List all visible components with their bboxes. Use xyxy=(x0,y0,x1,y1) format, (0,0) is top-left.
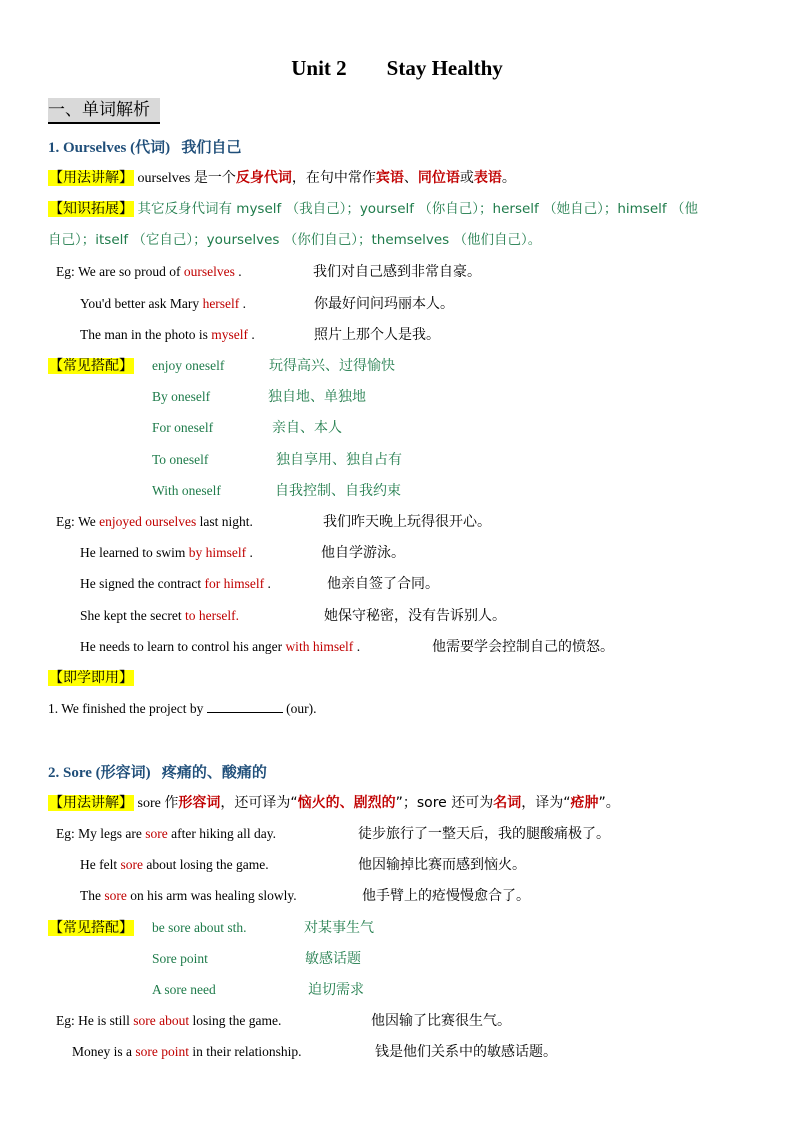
example-row xyxy=(56,824,276,844)
example-highlight: for himself xyxy=(204,576,265,591)
word2-heading xyxy=(48,762,267,783)
eg-label: Eg: xyxy=(56,826,75,841)
collocation-tag-label: 【常见搭配】 xyxy=(49,920,133,936)
example-text: on his arm was healing slowly. xyxy=(126,888,297,903)
example-row xyxy=(80,294,246,314)
word2-usage xyxy=(48,793,620,814)
usage-text: ，还可译为“ xyxy=(220,795,298,811)
usage-tag: 【用法讲解】 xyxy=(49,795,133,811)
example-text: He learned to swim xyxy=(80,545,189,560)
example-translation: 他亲自签了合同。 xyxy=(327,576,439,592)
collocation-en: With oneself xyxy=(152,483,221,498)
example-text: . xyxy=(246,545,253,560)
example-highlight: myself xyxy=(211,327,248,342)
collocation-cn: 独自地、单独地 xyxy=(268,389,366,405)
usage-word: sore xyxy=(137,796,165,811)
example-translation: 照片上那个人是我。 xyxy=(314,327,440,343)
practice-text: 1. We finished the project by xyxy=(48,701,207,716)
extension-line-2: 自己）；itself （它自己）；yourselves （你们自己）；themselves （他们自己）。 xyxy=(48,232,542,248)
example-text: . xyxy=(239,296,247,311)
example-row xyxy=(80,543,253,563)
example-translation: 他因输掉比赛而感到恼火。 xyxy=(358,857,526,873)
example-translation: 她保守秘密，没有告诉别人。 xyxy=(324,608,506,624)
usage-highlight: 表语 xyxy=(473,170,502,186)
example-text: in their relationship. xyxy=(189,1044,302,1059)
example-row xyxy=(80,637,360,657)
usage-text: 作 xyxy=(164,795,179,811)
usage-word: ourselves xyxy=(137,171,194,186)
example-highlight: sore xyxy=(145,826,168,841)
word2-heading-cn: 疼痛的、酸痛的 xyxy=(161,763,267,781)
word1-heading-cn: 我们自己 xyxy=(181,138,242,156)
example-translation: 他手臂上的疮慢慢愈合了。 xyxy=(362,888,530,904)
example-translation: 他自学游泳。 xyxy=(321,545,405,561)
usage-text: 或 xyxy=(459,170,474,186)
collocation-cn: 玩得高兴、过得愉快 xyxy=(269,358,395,374)
example-text: after hiking all day. xyxy=(167,826,276,841)
practice-tag-label: 【即学即用】 xyxy=(49,670,133,686)
usage-highlight: 名词 xyxy=(493,795,522,811)
example-highlight: sore about xyxy=(133,1013,190,1028)
usage-text: 、 xyxy=(403,170,418,186)
example-row xyxy=(80,886,297,906)
usage-highlight: 形容词 xyxy=(178,795,221,811)
example-text: The man in the photo is xyxy=(80,327,212,342)
collocation-cn: 对某事生气 xyxy=(304,920,374,936)
example-text: We xyxy=(78,514,100,529)
example-row xyxy=(80,325,255,345)
example-text: . xyxy=(264,576,271,591)
collocation-cn: 迫切需求 xyxy=(308,982,364,998)
example-text: She kept the secret xyxy=(80,608,185,623)
usage-highlight: 反身代词 xyxy=(235,170,292,186)
example-highlight: herself xyxy=(202,296,240,311)
example-text: We are so proud of xyxy=(78,264,184,279)
collocation-en: For oneself xyxy=(152,420,214,435)
example-translation: 他需要学会控制自己的愤怒。 xyxy=(432,639,614,655)
collocation-cn: 敏感话题 xyxy=(305,951,361,967)
usage-highlight: 恼火的、剧烈的 xyxy=(297,795,396,811)
usage-highlight: 宾语 xyxy=(375,170,404,186)
answer-blank[interactable] xyxy=(207,700,283,713)
eg-label: Eg: xyxy=(56,264,75,279)
example-text: losing the game. xyxy=(189,1013,282,1028)
example-row xyxy=(80,574,271,594)
example-highlight: by himself xyxy=(188,545,247,560)
page-title xyxy=(0,56,794,81)
collocation-en: be sore about sth. xyxy=(152,920,247,935)
collocation-tag xyxy=(48,918,134,939)
example-text: He is still xyxy=(78,1013,134,1028)
collocation-cn: 独自享用、独自占有 xyxy=(276,452,402,468)
example-translation: 我们对自己感到非常自豪。 xyxy=(313,264,481,280)
usage-text: 是一个 xyxy=(193,170,236,186)
word2-heading-en: 2. Sore (形容词) xyxy=(48,765,151,781)
usage-highlight: 同位语 xyxy=(417,170,460,186)
example-translation: 徒步旅行了一整天后，我的腿酸痛极了。 xyxy=(358,826,610,842)
collocation-en: A sore need xyxy=(152,982,216,997)
example-highlight: sore xyxy=(104,888,127,903)
eg-label: Eg: xyxy=(56,514,75,529)
example-row xyxy=(80,606,239,626)
word1-usage xyxy=(48,168,516,189)
example-text: Money is a xyxy=(72,1044,136,1059)
example-row xyxy=(80,855,269,875)
example-translation: 他因输了比赛很生气。 xyxy=(371,1013,511,1029)
usage-text: ，在句中常作 xyxy=(291,170,376,186)
collocation-en: Sore point xyxy=(152,951,208,966)
collocation-cn: 亲自、本人 xyxy=(272,420,342,436)
unit-number: Unit 2 xyxy=(291,56,347,80)
example-highlight: with himself xyxy=(285,639,354,654)
example-text: . xyxy=(234,264,242,279)
example-highlight: ourselves xyxy=(183,264,235,279)
section-heading: 一、单词解析 xyxy=(48,98,160,124)
example-highlight: sore xyxy=(120,857,143,872)
usage-text: ”。 xyxy=(598,795,620,811)
example-translation: 我们昨天晚上玩得很开心。 xyxy=(323,514,491,530)
example-row xyxy=(72,1042,301,1062)
example-translation: 钱是他们关系中的敏感话题。 xyxy=(375,1044,557,1060)
word1-extension xyxy=(48,199,698,220)
practice-tag xyxy=(48,668,134,689)
practice-text: (our). xyxy=(282,701,317,716)
example-text: . xyxy=(353,639,361,654)
extension-tag: 【知识拓展】 xyxy=(49,201,133,217)
usage-text: ，译为“ xyxy=(521,795,571,811)
example-highlight: to herself. xyxy=(184,608,239,623)
example-translation: 你最好问问玛丽本人。 xyxy=(314,296,454,312)
example-text: You'd better ask Mary xyxy=(80,296,203,311)
word1-heading xyxy=(48,137,241,158)
example-text: The xyxy=(80,888,105,903)
example-row xyxy=(56,512,253,532)
practice-question xyxy=(48,699,317,719)
collocation-tag xyxy=(48,356,134,377)
collocation-en: To oneself xyxy=(152,452,209,467)
collocation-cn: 自我控制、自我约束 xyxy=(275,483,401,499)
example-text: He needs to learn to control his anger xyxy=(80,639,286,654)
example-text: . xyxy=(247,327,255,342)
eg-label: Eg: xyxy=(56,1013,75,1028)
example-row xyxy=(56,262,242,282)
example-text: last night. xyxy=(196,514,253,529)
example-highlight: enjoyed ourselves xyxy=(99,514,197,529)
collocation-en: enjoy oneself xyxy=(152,358,225,373)
usage-text: 。 xyxy=(501,170,516,186)
example-text: My legs are xyxy=(78,826,146,841)
example-text: He felt xyxy=(80,857,121,872)
example-row xyxy=(56,1011,281,1031)
example-highlight: sore point xyxy=(135,1044,189,1059)
example-text: about losing the game. xyxy=(142,857,269,872)
example-text: He signed the contract xyxy=(80,576,205,591)
unit-name: Stay Healthy xyxy=(386,56,503,80)
usage-text: ”；sore 还可为 xyxy=(395,795,494,811)
extension-line-1: 其它反身代词有 myself （我自己）；yourself （你自己）；herself （她自己）；himself （他 xyxy=(137,201,698,217)
word1-heading-en: 1. Ourselves (代词) xyxy=(48,140,171,156)
collocation-tag-label: 【常见搭配】 xyxy=(49,358,133,374)
usage-tag: 【用法讲解】 xyxy=(49,170,133,186)
collocation-en: By oneself xyxy=(152,389,211,404)
usage-highlight: 疮肿 xyxy=(570,795,599,811)
